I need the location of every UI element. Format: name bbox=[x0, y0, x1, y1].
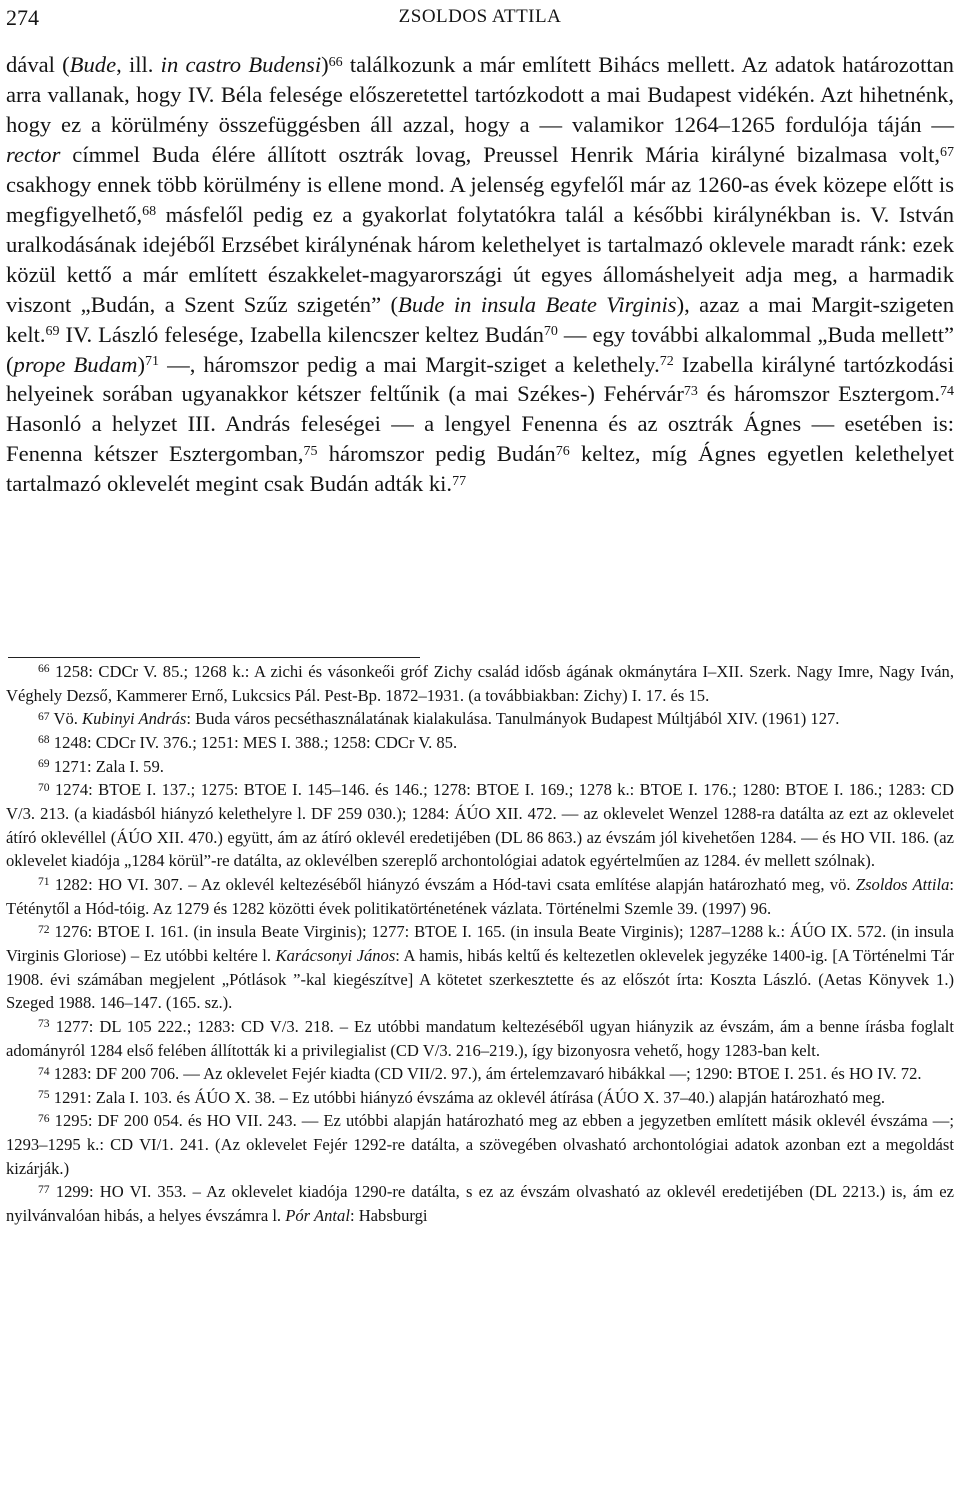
footnote bbox=[6, 1180, 954, 1227]
text-run: 1277: DL 105 222.; 1283: CD V/3. 218. – Ez utóbbi mandatum keltezéséből ugyan hiányzik az évszám, ám a benne írásba foglalt adományról 1284 első felében állították ki a privilegialist (CD V/3. 216–219.), így bizonyosra vehető, hogy 1283-ban kelt. bbox=[6, 1016, 954, 1060]
italic-run: prope Budam bbox=[13, 351, 138, 377]
footnote-number: 68 bbox=[38, 733, 50, 747]
text-run: 1258: CDCr V. 85.; 1268 k.: A zichi és vásonkeői gróf Zichy család idősb ágának okmánytára I–XII. Szerk. Nagy Imre, Nagy Iván, Véghely Dezső, Kammerer Ernő, Lukcsics Pál. Pest-Bp. 1872–1931. (a továbbiakban: Zichy) I. 17. és 15. bbox=[6, 662, 954, 705]
text-run: 1276: BTOE I. 161. (in insula Beate Virginis); 1277: BTOE I. 165. (in insula Beate Virginis); 1287–1288 k.: ÁÚO IX. 572. (in insula Virginis Gloriose) – Ez utóbbi keltére l. bbox=[6, 922, 954, 965]
italic-run: Bude bbox=[69, 52, 117, 77]
text-run: 1271: Zala I. 59. bbox=[53, 756, 164, 776]
page-number: 274 bbox=[6, 5, 39, 30]
text-run: : Buda város pecséthasználatának kialakulása. Tanulmányok Budapest Múltjából XIV. (1961) 127. bbox=[186, 709, 840, 729]
footnote bbox=[6, 707, 954, 731]
text-run: 1274: BTOE I. 137.; 1275: BTOE I. 145–146. és 146.; 1278: BTOE I. 169.; 1278 k.: BTOE I. 176.; 1280: BTOE I. 186.; 1283: CD V/3. 213. (a kiadásból hiányzó kelethelyre l. DF 259 030.); 1284: ÁÚO XII. 472. — az oklevelet Wenzel 1288-ra datálta az ezt az oklevelet átíró oklevéllel (ÁÚO XII. 470.) együtt, ám az átíró oklevél eredetijében (DL 86 863.) az évszám jól kivehetően 1284. — és HO VII. 186. (az oklevelet kiadója „1284 körül”-re datálta, az oklevélben szereplő archontológiai adatok egyértelműen az 1284. év mellett szólnak). bbox=[6, 780, 954, 871]
text-run: ) bbox=[137, 351, 146, 377]
text-run: 1248: CDCr IV. 376.; 1251: MES I. 388.; 1258: CDCr V. 85. bbox=[53, 732, 458, 752]
text-run: 1295: DF 200 054. és HO VII. 243. — Ez utóbbi alapján határozható meg az ebben a jegyzetben említett másik oklevél évszáma —; 1293–1295 k.: CD VI/1. 241. (Az oklevelet Fejér 1292-re datálta, a szövegében olvasható archontológiai adatok azonban ezt a megoldást kizárják.) bbox=[6, 1111, 954, 1178]
footnote-ref: 77 bbox=[452, 474, 467, 490]
footnote bbox=[6, 755, 954, 779]
text-run: Vö. bbox=[53, 709, 83, 729]
footnote-ref: 75 bbox=[303, 444, 318, 460]
text-run: találkozunk a már említett Bihács mellett. Az adatok határozottan arra vallanak, hogy IV. Béla felesége előszeretettel tartózkodott a mai Budapest vidékén. Azt hihetnénk, hogy ez a körülmény összefüggésben áll azzal, hogy a — valamikor 1264–1265 fordulója táján — bbox=[6, 52, 954, 137]
footnote bbox=[6, 1086, 954, 1110]
footnote bbox=[6, 920, 954, 1015]
footnote-number: 74 bbox=[38, 1064, 50, 1078]
footnote bbox=[6, 1015, 954, 1062]
footnote bbox=[6, 731, 954, 755]
italic-run: Zsoldos Attila bbox=[855, 874, 950, 894]
footnote bbox=[6, 1062, 954, 1086]
footnote-number: 70 bbox=[38, 780, 50, 794]
italic-run: Pór Antal bbox=[285, 1206, 350, 1226]
text-run: ), azaz a mai Margit-szigeten kelt. bbox=[6, 291, 955, 347]
footnote-ref: 66 bbox=[328, 54, 343, 70]
text-run: keltez, míg Ágnes egyetlen kelethelyet tartalmazó oklevelét megint csak Budán adták ki. bbox=[6, 441, 954, 497]
text-run: Izabella királyné tartózkodási helyeinek sorában ugyanakkor kétszer feltűnik (a mai Székes-) Fehérvár bbox=[6, 351, 954, 407]
text-run: — egy további alkalommal „Buda mellett” ( bbox=[6, 321, 954, 377]
footnote-number: 69 bbox=[38, 756, 50, 770]
footnote-ref: 76 bbox=[555, 444, 570, 460]
text-run: —, háromszor pedig a mai Margit-sziget a kelethely. bbox=[159, 351, 660, 377]
main-text bbox=[6, 50, 954, 499]
text-run: másfelől pedig ez a gyakorlat folytatókra talál a későbbi királynékban is. V. István uralkodásának idejéből Erzsébet királynénak három kelethelyet is tartalmazó oklevele maradt ránk: ezek közül kettő a már említett északkelet-magyarországi út egyes állomáshelyeit adja meg, a harmadik viszont „Budán, a Szent Szűz szigetén” ( bbox=[6, 201, 954, 317]
footnote-ref: 74 bbox=[940, 384, 954, 400]
footnote-ref: 67 bbox=[940, 144, 954, 160]
text-run: háromszor pedig Budán bbox=[317, 441, 556, 467]
text-run: csakhogy ennek több körülmény is ellene mond. A jelenség egyfelől már az 1260-as évek közepe előtt is megfigyelhető, bbox=[6, 171, 954, 227]
text-run: 1291: Zala I. 103. és ÁÚO X. 38. – Ez utóbbi hiányzó évszáma az oklevél átírása (ÁÚO X. 37–40.) alapján határozható meg. bbox=[53, 1087, 886, 1107]
footnote-ref: 70 bbox=[543, 324, 558, 340]
text-run: : Téténytől a Hód-tóig. Az 1279 és 1282 közötti évek politikatörténetének vázlata. Történelmi Szemle 39. (1997) 96. bbox=[6, 874, 954, 918]
italic-run: Karácsonyi János bbox=[275, 945, 396, 965]
footnote-number: 66 bbox=[38, 662, 50, 676]
footnote-ref: 73 bbox=[683, 384, 698, 400]
italic-run: in castro Budensi bbox=[160, 52, 322, 77]
footnote-number: 76 bbox=[38, 1111, 50, 1125]
italic-run: Kubinyi András bbox=[82, 709, 187, 729]
footnote-ref: 72 bbox=[659, 354, 674, 370]
footnote-separator bbox=[8, 657, 420, 658]
text-run: Hasonló a helyzet III. András feleségei — a lengyel Fenenna és az osztrák Ágnes — esetében is: Fenenna kétszer Esztergomban, bbox=[6, 411, 954, 467]
footnote-number: 77 bbox=[38, 1182, 50, 1196]
text-run: címmel Buda élére állított osztrák lovag, Preussel Henrik Mária királyné bizalmasa volt, bbox=[60, 141, 940, 167]
text-run: : A hamis, hibás keltű és keltezetlen oklevelek jegyzéke 1400-ig. [A Történelmi Tár 1908. évi számában megjelent „Pótlások ”-kal kiegészítve] A kötetet szerkesztette és az előszót írta: Koszta László. (Aetas Könyvek 1.) Szeged 1988. 146–147. (165. sz.). bbox=[6, 945, 954, 1013]
footnote-number: 71 bbox=[38, 875, 50, 889]
footnote-number: 75 bbox=[38, 1088, 50, 1102]
footnote-number: 72 bbox=[38, 922, 50, 936]
text-run: és háromszor Esztergom. bbox=[697, 381, 940, 407]
page-header bbox=[0, 0, 960, 40]
footnote-number: 67 bbox=[38, 709, 50, 723]
text-run: ) bbox=[321, 52, 329, 77]
footnote-ref: 68 bbox=[142, 204, 157, 220]
footnote-number: 73 bbox=[38, 1017, 50, 1031]
text-run: 1282: HO VI. 307. – Az oklevél keltezéséből hiányzó évszám a Hód-tavi csata említése alapján határozható meg, vö. bbox=[54, 874, 856, 894]
running-head: ZSOLDOS ATTILA bbox=[398, 6, 562, 27]
text-run: 1299: HO VI. 353. – Az oklevelet kiadója 1290-re datálta, s ez az évszám olvasható az oklevél eredetijében (DL 2213.) is, ám ez nyilvánvalóan hibás, a helyes évszámra l. bbox=[6, 1182, 954, 1226]
footnotes bbox=[6, 660, 954, 1228]
text-run: : Habsburgi bbox=[349, 1206, 428, 1226]
footnote-ref: 71 bbox=[145, 354, 160, 370]
body-paragraph bbox=[6, 50, 954, 499]
footnote bbox=[6, 1109, 954, 1180]
footnote bbox=[6, 660, 954, 707]
italic-run: rector bbox=[6, 141, 61, 167]
text-run: 1283: DF 200 706. — Az oklevelet Fejér kiadta (CD VII/2. 97.), ám értelemzavaró hibákkal —; 1290: BTOE I. 251. és HO IV. 72. bbox=[53, 1064, 922, 1084]
text-run: , ill. bbox=[116, 52, 161, 77]
text-run: IV. László felesége, Izabella kilencszer keltez Budán bbox=[59, 321, 544, 347]
footnote bbox=[6, 873, 954, 920]
footnote bbox=[6, 778, 954, 873]
italic-run: Bude in insula Beate Virginis bbox=[398, 291, 677, 317]
text-run: dával ( bbox=[6, 52, 70, 77]
footnote-ref: 69 bbox=[45, 324, 60, 340]
